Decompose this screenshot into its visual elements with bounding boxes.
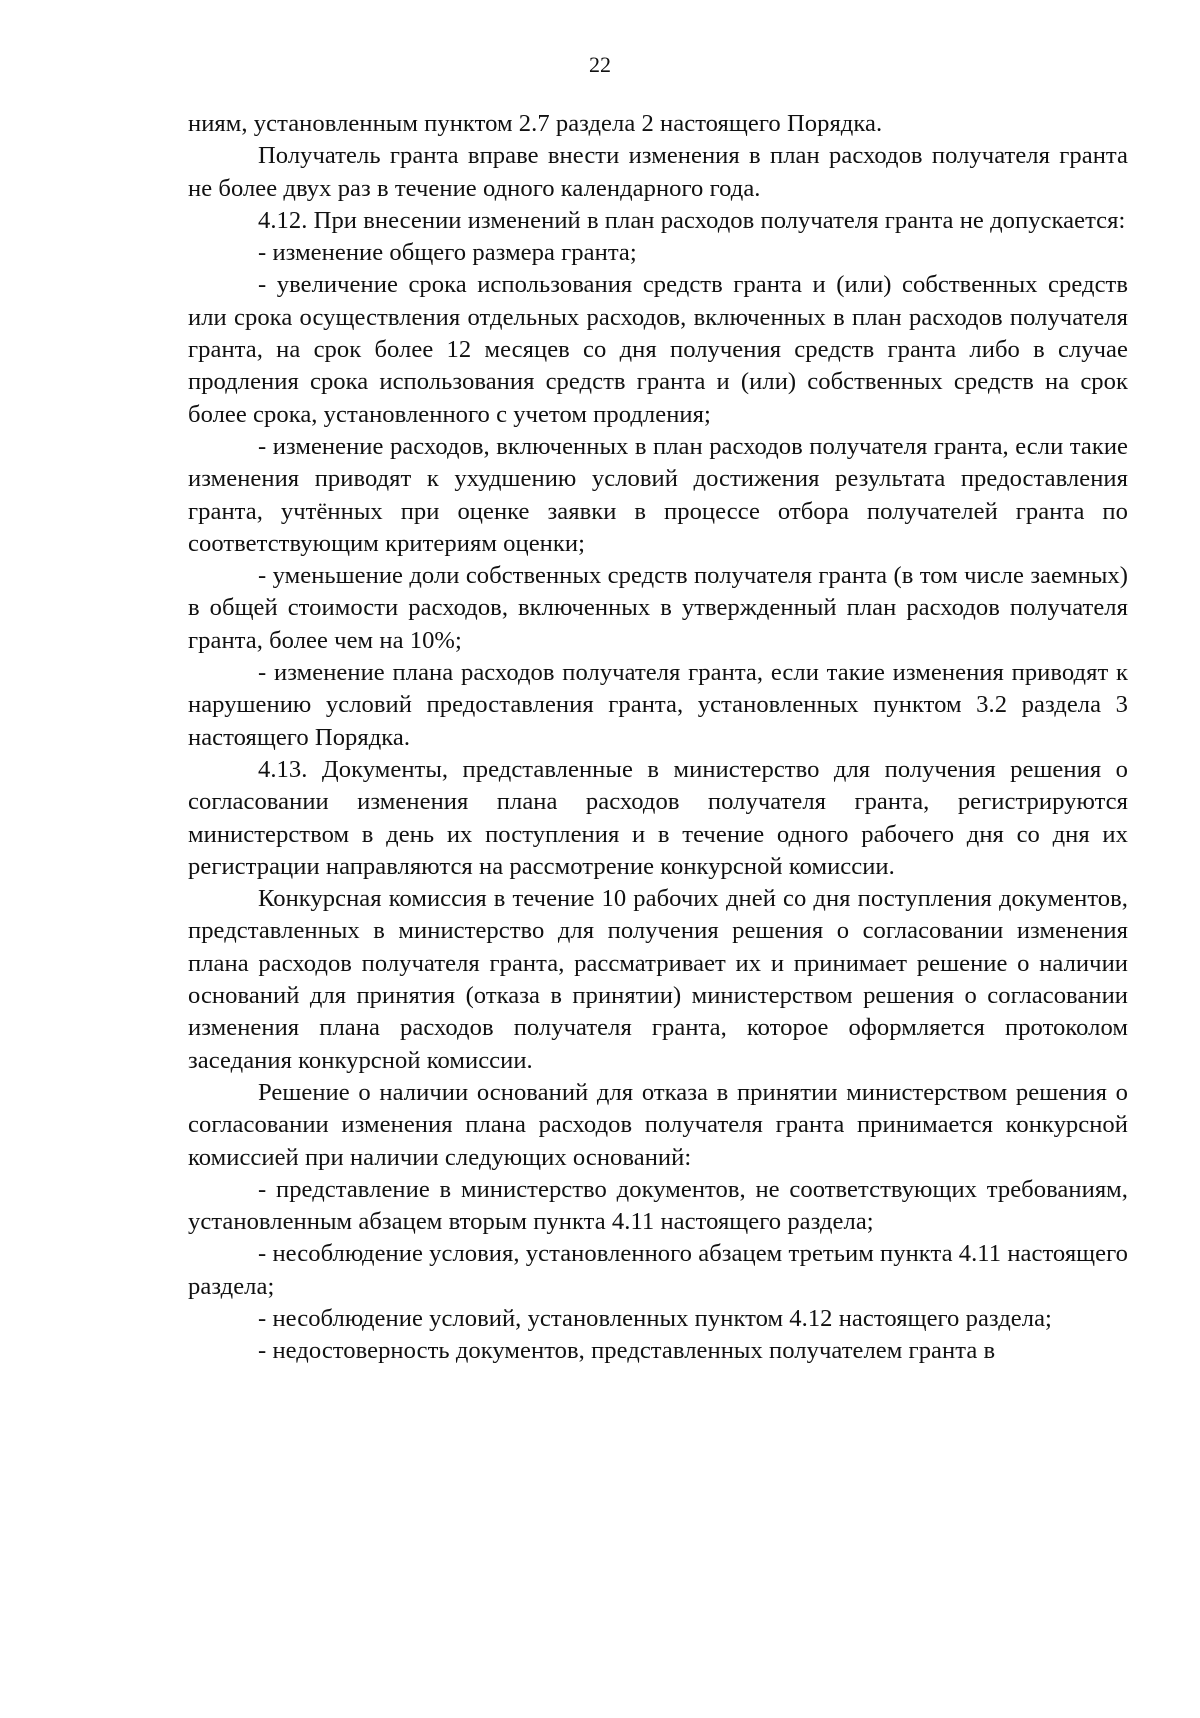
list-item: - изменение плана расходов получателя гранта, если такие изменения приводят к нарушению условий предоставления гранта, установленных пунктом 3.2 раздела 3 настоящего Порядка. xyxy=(188,659,1128,751)
list-item: - увеличение срока использования средств гранта и (или) собственных средств или срока осуществления отдельных расходов, включенных в план расходов получателя гранта, на срок более 12 месяцев со дня получения средств гранта либо в случае продления срока использования средств гранта и (или) собственных средств на срок более срока, установленного с учетом продления; xyxy=(188,271,1128,428)
list-item: - несоблюдение условия, установленного абзацем третьим пункта 4.11 настоящего раздела; xyxy=(188,1240,1128,1300)
list-item: - недостоверность документов, представленных получателем гранта в xyxy=(258,1337,996,1365)
paragraph: Решение о наличии оснований для отказа в принятии министерством решения о согласовании изменения плана расходов получателя гранта принимается конкурсной комиссией при наличии следующих оснований: xyxy=(188,1078,1128,1171)
paragraph: Получатель гранта вправе внести изменения в план расходов получателя гранта не более двух раз в течение одного календарного года. xyxy=(188,142,1128,202)
document-body xyxy=(188,108,1128,1368)
paragraph: Конкурсная комиссия в течение 10 рабочих дней со дня поступления документов, представленных в министерство для получения решения о согласовании изменения плана расходов получателя гранта, рассматривает их и принимает решение о наличии оснований для принятия (отказа в принятии) министерством решения о согласовании изменения плана расходов получателя гранта, которое оформляется протоколом заседания конкурсной комиссии. xyxy=(188,885,1128,1074)
paragraph: 4.13. Документы, представленные в министерство для получения решения о согласовании изменения плана расходов получателя гранта, регистрируются министерством в день их поступления и в течение одного рабочего дня со дня их регистрации направляются на рассмотрение конкурсной комиссии. xyxy=(188,755,1128,880)
list-item: - изменение расходов, включенных в план расходов получателя гранта, если такие изменения приводят к ухудшению условий достижения результата предоставления гранта, учтённых при оценке заявки в процессе отбора получателей гранта по соответствующим критериям оценки; xyxy=(188,432,1128,557)
list-item: - уменьшение доли собственных средств получателя гранта (в том числе заемных) в общей стоимости расходов, включенных в утвержденный план расходов получателя гранта, более чем на 10%; xyxy=(188,562,1128,654)
page-number: 22 xyxy=(589,52,611,77)
list-item: - несоблюдение условий, установленных пунктом 4.12 настоящего раздела; xyxy=(258,1304,1052,1332)
list-item: - представление в министерство документов, не соответствующих требованиям, установленным абзацем вторым пункта 4.11 настоящего раздела; xyxy=(188,1175,1128,1236)
paragraph: ниям, установленным пунктом 2.7 раздела 2 настоящего Порядка. xyxy=(188,110,883,137)
paragraph: 4.12. При внесении изменений в план расходов получателя гранта не допускается: xyxy=(258,206,1126,234)
list-item: - изменение общего размера гранта; xyxy=(258,239,637,267)
